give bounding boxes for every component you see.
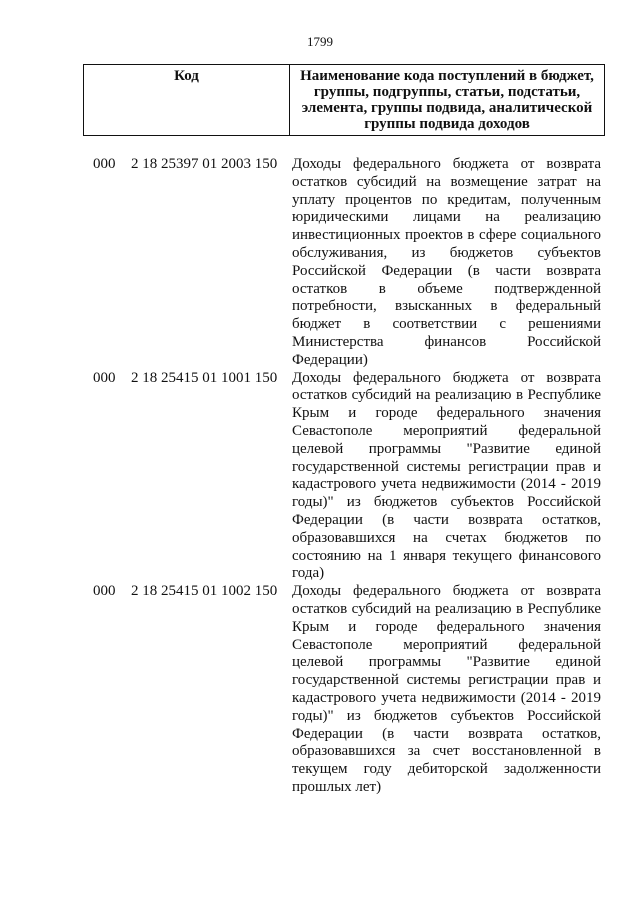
revenue-description: Доходы федерального бюджета от возврата остатков субсидий на реализацию в Республике Крым и городе федерального значения Севастополе мероприятий федеральной целевой программы "Развитие единой государственной системы регистрации прав и кадастрового учета недвижимости (2014 - 2019 годы)" из бюджетов субъектов Российской Федерации (в части возврата остатков, образовавшихся за счет восстановленной в текущем году дебиторской задолженности прошлых лет) [292, 583, 601, 795]
table-header [83, 64, 605, 136]
table-row [0, 156, 640, 370]
page-number: 1799 [307, 34, 333, 49]
revenue-description: Доходы федерального бюджета от возврата остатков субсидий на возмещение затрат на уплату процентов по кредитам, полученным юридическими лицами на реализацию инвестиционных проектов в сфере социального обслуживания, из бюджетов субъектов Российской Федерации (в части возврата остатков в объеме подтвержденной потребности, взысканных в федеральный бюджет в соответствии с решениями Министерства финансов Российской Федерации) [292, 156, 601, 368]
revenue-code: 2 18 25397 01 2003 150 [131, 156, 278, 172]
admin-code: 000 [93, 369, 116, 386]
revenue-description: Доходы федерального бюджета от возврата остатков субсидий на реализацию в Республике Крым и городе федерального значения Севастополе мероприятий федеральной целевой программы "Развитие единой государственной системы регистрации прав и кадастрового учета недвижимости (2014 - 2019 годы)" из бюджетов субъектов Российской Федерации (в части возврата остатков, образовавшихся на счетах бюджетов по состоянию на 1 января текущего финансового года) [292, 369, 601, 582]
admin-code: 000 [93, 156, 116, 172]
admin-code: 000 [93, 583, 116, 600]
header-code-label: Код [84, 65, 290, 135]
table-row [0, 370, 640, 584]
table-body [0, 156, 640, 797]
revenue-code: 2 18 25415 01 1002 150 [131, 583, 278, 600]
header-name-label: Наименование кода поступлений в бюджет, группы, подгруппы, статьи, подстатьи, элемента, группы подвида, аналитической группы подвида доходов [300, 68, 594, 132]
revenue-code: 2 18 25415 01 1001 150 [131, 369, 278, 386]
table-row [0, 583, 640, 797]
